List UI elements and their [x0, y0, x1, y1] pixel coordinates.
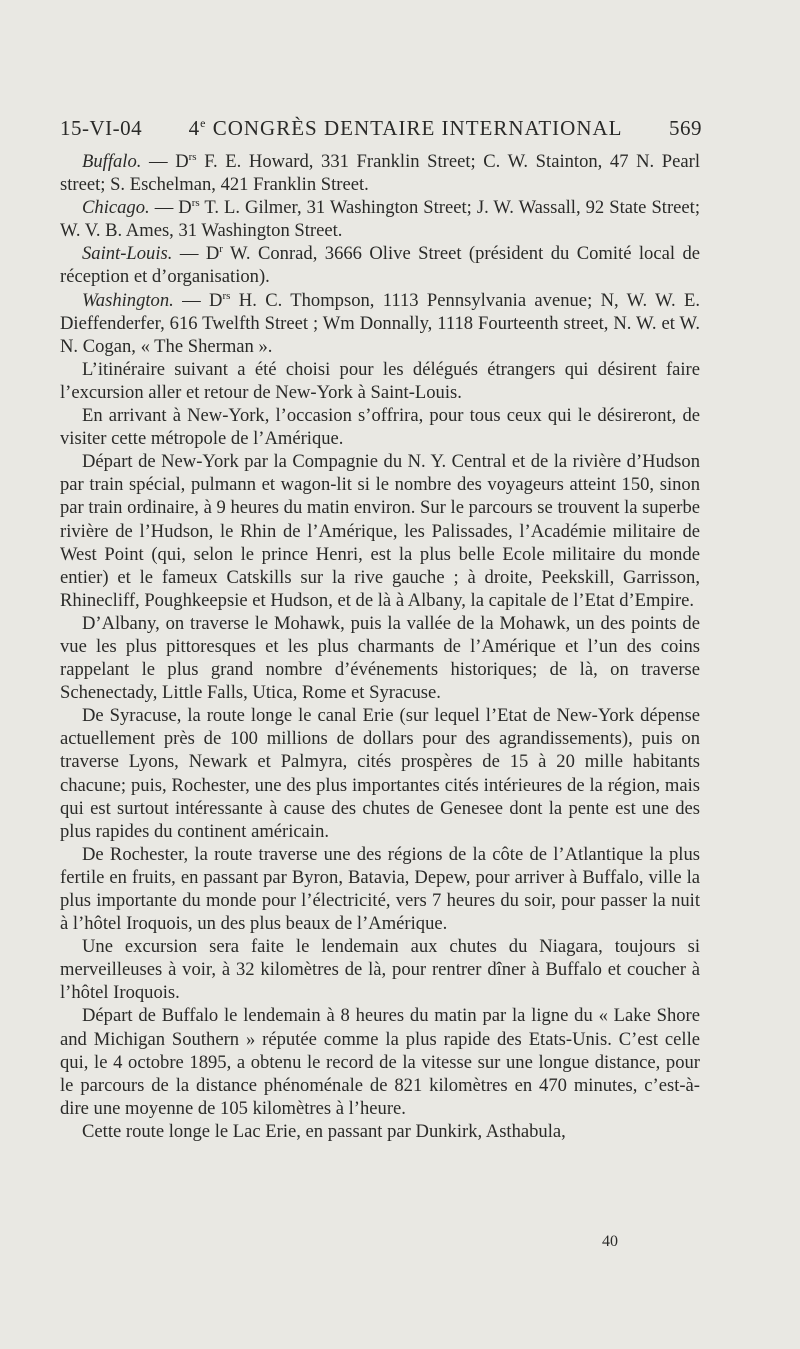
- paragraph-syracuse: De Syracuse, la route longe le canal Erie (sur lequel l’Etat de New-York dépense actuellement près de 100 millions de dollars pour des agrandissements), puis on traverse Lyons, Newark et Palmyra, cités prospères de 15 à 20 mille habitants chacune; puis, Rochester, une des plus importantes cités intérieures de la région, mais qui est surtout intéressante à cause des chutes de Genesee dont la pente est une des plus rapides du continent américain.: [60, 705, 700, 842]
- paragraph-itinerary: L’itinéraire suivant a été choisi pour les délégués étrangers qui désirent faire l’excursion aller et retour de New-York à Saint-Louis.: [60, 358, 700, 403]
- paragraph-new-york: En arrivant à New-York, l’occasion s’offrira, pour tous ceux qui le désireront, de visiter cette métropole de l’Amérique.: [60, 405, 700, 450]
- paragraph-rochester: De Rochester, la route traverse une des régions de la côte de l’Atlantique la plus fertile en fruits, en passant par Byron, Batavia, Depew, pour arriver à Buffalo, ville la plus importante du monde pour l’électricité, vers 7 heures du soir, pour passer la nuit à l’hôtel Iroquois, un des plus beaux de l’Amérique.: [60, 843, 700, 935]
- paragraph-lake-erie: Cette route longe le Lac Erie, en passant par Dunkirk, Asthabula,: [82, 1120, 566, 1142]
- address-city: Washington.: [82, 289, 174, 311]
- address-buffalo: Buffalo. — $D^{rs}$ F. E. Howard, 331 Franklin Street; C. W. Stainton, 47 N. Pearl street; S. Eschelman, 421 Franklin Street.: [60, 150, 700, 196]
- paragraph-departure-buffalo: Départ de Buffalo le lendemain à 8 heures du matin par la ligne du « Lake Shore and Michigan Southern » réputée comme la plus rapide des Etats-Unis. C’est celle qui, le 4 octobre 1895, a obtenu le record de la vitesse sur une longue distance, pour le parcours de la distance phénoménale de 821 kilomètres en 470 minutes, c’est-à-dire une moyenne de 105 kilomètres à l’heure.: [60, 1005, 700, 1119]
- address-chicago: Chicago. — $D^{rs}$ T. L. Gilmer, 31 Washington Street; J. W. Wassall, 92 State Street; W. V. B. Ames, 31 Washington Street.: [60, 197, 700, 242]
- address-washington: Washington. — $D^{rs}$ H. C. Thompson, 1113 Pennsylvania avenue; N, W. W. E. Dieffenderfer, 616 Twelfth Street ; Wm Donnally, 1118 Fourteenth street, N. W. et W. N. Cogan, « The Sherman ».: [60, 289, 700, 357]
- header-ordinal-suffix: e: [200, 116, 207, 130]
- header-title-block: [142, 116, 669, 141]
- signature-mark: 40: [602, 1233, 618, 1250]
- address-city: Chicago.: [82, 197, 150, 219]
- header-title: CONGRÈS DENTAIRE INTERNATIONAL: [212, 116, 623, 140]
- address-saint-louis: Saint-Louis. — $D^r$ W. Conrad, 3666 Olive Street (président du Comité local de réception et d’organisation).: [60, 243, 700, 288]
- paragraph-departure-new-york: Départ de New-York par la Compagnie du N. Y. Central et de la rivière d’Hudson par train spécial, pulmann et wagon-lit si le nombre des voyageurs atteint 150, sinon par train ordinaire, à 9 heures du matin environ. Sur le parcours se trouvent la superbe rivière de l’Hudson, le Rhin de l’Amérique, les Palissades, l’Académie militaire de West Point (qui, selon le prince Henri, est la plus belle Ecole militaire du monde entier) et le fameux Catskills sur la rive gauche ; à droite, Peekskill, Garrisson, Rhinecliff, Poughkeepsie et Hudson, et de là à Albany, la capitale de l’Etat d’Empire.: [60, 451, 700, 611]
- paragraph-niagara: Une excursion sera faite le lendemain aux chutes du Niagara, toujours si merveilleuses à voir, à 32 kilomètres de là, pour rentrer dîner à Buffalo et coucher à l’hôtel Iroquois.: [60, 936, 700, 1004]
- header-ordinal-number: 4: [188, 116, 201, 140]
- page-number: 569: [669, 116, 702, 140]
- address-city: Buffalo.: [82, 151, 142, 172]
- address-city: Saint-Louis.: [82, 243, 173, 265]
- header-date: 15-VI-04: [60, 116, 143, 140]
- paragraph-albany: D’Albany, on traverse le Mohawk, puis la vallée de la Mohawk, un des points de vue les plus pittoresques et les plus charmants de l’Amérique et l’un des coins rappelant le plus grand nombre d’événements historiques; de là, on traverse Schenectady, Little Falls, Utica, Rome et Syracuse.: [60, 612, 700, 704]
- running-head: [60, 116, 702, 141]
- body-text: [60, 150, 700, 1143]
